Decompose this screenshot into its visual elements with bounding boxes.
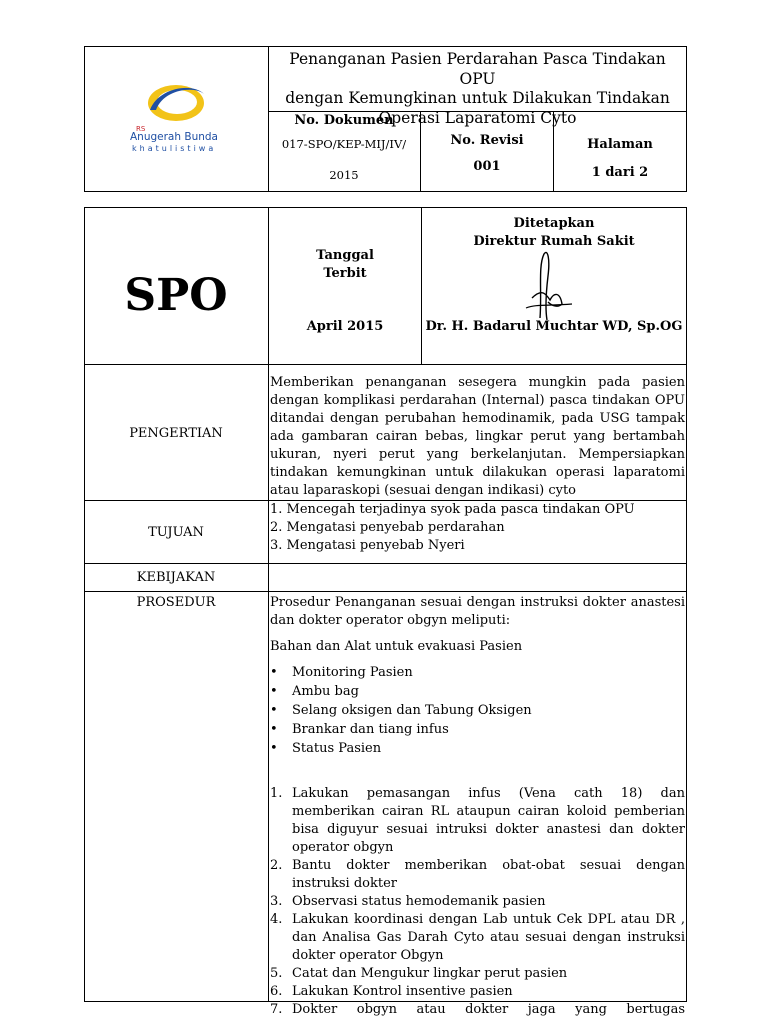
bahan-list [270,664,685,759]
list-item: • Status Pasien [270,740,685,759]
pengertian-label: PENGERTIAN [129,426,223,441]
logo-prefix: RS [136,125,146,133]
list-item: 4. Lakukan koordinasi dengan Lab untuk Cek DPL atau DR , dan Analisa Gas Darah Cyto atau sesuai dengan instruksi dokter operator Obgyn [270,912,685,963]
list-item: 5. Catat dan Mengukur lingkar perut pasien [270,966,568,981]
list-item: 3. Observasi status hemodemanik pasien [270,894,546,909]
logo-swoosh-icon [144,80,208,126]
list-item: 2. Bantu dokter memberikan obat-obat sesuai dengan instruksi dokter [270,858,685,891]
list-item: 1. Lakukan pemasangan infus (Vena cath 18) dan memberikan cairan RL ataupun cairan koloid pemberian bisa diguyur sesuai intruksi dokter anastesi dan dokter operator obgyn [270,786,685,855]
title-line-2: dengan Kemungkinan untuk Dilakukan Tindakan [285,89,670,107]
kebijakan-label: KEBIJAKAN [136,570,216,585]
tujuan-list [270,501,685,555]
doc-number-label: No. Dokumen [294,113,394,128]
list-item: • Ambu bag [270,683,685,702]
approval-header [423,215,685,251]
approval-line-1: Ditetapkan [513,216,595,231]
director-signature [512,248,582,328]
row-divider-1 [84,364,687,365]
page-value: 1 dari 2 [591,165,649,180]
main-divider-v [268,207,269,1002]
tujuan-item: 1. Mencegah terjadinya syok pada pasca tindakan OPU [270,502,635,517]
doc-number-line-1: 017-SPO/KEP-MIJ/IV/ [281,137,407,151]
prosedur-label: PROSEDUR [136,595,216,610]
approval-line-2: Direktur Rumah Sakit [473,234,635,249]
procedure-steps [270,785,685,1019]
pengertian-text: Memberikan penanganan sesegera mungkin pada pasien dengan komplikasi perdarahan (Internal) pasca tindakan OPU ditandai dengan perubahan hemodinamik, pada USG tampak ada gambaran cairan bebas, lingkar perut yang bertambah ukuran, nyeri perut yang berkelanjutan. Mempersiapkan tindakan kemungkinan untuk dilakukan operasi laparatomi atau laparaskopi (sesuai dengan indikasi) cyto [270,375,685,498]
issue-label-line-2: Terbit [323,266,367,281]
logo-name: Anugerah Bunda [130,131,218,143]
tujuan-item: 3. Mengatasi penyebab Nyeri [270,538,465,553]
tujuan-item: 2. Mengatasi penyebab perdarahan [270,520,505,535]
issue-label-line-1: Tanggal [316,248,374,263]
hospital-logo [126,80,226,158]
revision-label: No. Revisi [450,133,524,148]
list-item: • Monitoring Pasien [270,664,685,683]
issue-date: April 2015 [306,319,384,334]
row-divider-4 [84,591,687,592]
list-item: 7. Dokter obgyn atau dokter jaga yang bertugas [270,1002,685,1017]
title-line-1: Penanganan Pasien Perdarahan Pasca Tindakan OPU [289,50,666,88]
title-line-3: Operasi Laparatomi Cyto [378,108,577,127]
header-divider-v1 [268,46,269,192]
list-item: 6. Lakukan Kontrol insentive pasien [270,984,513,999]
logo-tagline: khatulistiwa [132,144,217,153]
row-divider-3 [84,563,687,564]
prosedur-intro: Prosedur Penanganan sesuai dengan instruksi dokter anastesi dan dokter operator obgyn meliputi: [270,595,685,628]
page-label: Halaman [587,137,653,152]
doc-number-line-2: 2015 [329,168,359,182]
issue-date-label [270,247,420,283]
spo-heading: SPO [124,270,228,321]
tujuan-label: TUJUAN [148,525,204,540]
revision-value: 001 [473,159,501,174]
list-item: • Selang oksigen dan Tabung Oksigen [270,702,685,721]
list-item: • Brankar dan tiang infus [270,721,685,740]
signer-name: Dr. H. Badarul Muchtar WD, Sp.OG [425,319,683,334]
info-divider-v [421,207,422,364]
bahan-title: Bahan dan Alat untuk evakuasi Pasien [270,639,523,654]
